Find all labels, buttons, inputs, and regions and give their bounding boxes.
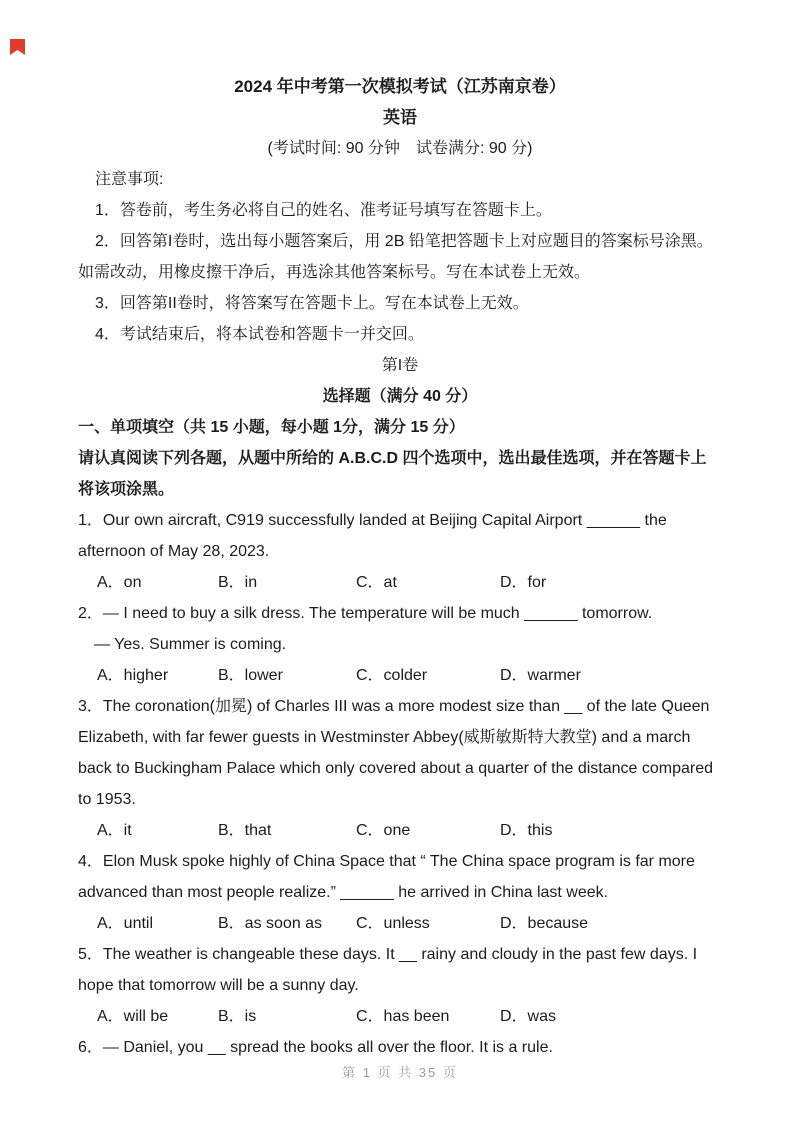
question-1-option-a: A．on [97, 574, 142, 591]
question-3-option-a: A．it [97, 822, 132, 839]
section-instructions: 请认真阅读下列各题，从题中所给的 A.B.C.D 四个选项中，选出最佳选项，并在答题卡上将该项涂黑。 [78, 450, 707, 498]
part-one-title: 一、单项填空（共 15 小题，每小题 1分，满分 15 分） [78, 419, 465, 436]
notice-heading: 注意事项: [95, 171, 164, 188]
notice-item-3: 3．回答第II卷时，将答案写在答题卡上。写在本试卷上无效。 [95, 295, 529, 312]
question-5-option-b: B．is [218, 1008, 257, 1025]
question-2-option-c: C．colder [356, 667, 428, 684]
question-4 [78, 846, 722, 939]
question-2-option-a: A．higher [97, 667, 169, 684]
question-3-stem: 3．The coronation(加冕) of Charles III was a more modest size than __ of the late Queen Elizabeth, with far fewer guests in Westminster Abbey(威斯敏斯特大教堂) and a march back to Buckingham Palace which only covered about a quarter of the distance compared to 1953. [78, 698, 714, 808]
question-5 [78, 939, 722, 1032]
page-number-footer: 第 1 页 共 35 页 [342, 1065, 458, 1080]
exam-info: (考试时间: 90 分钟 试卷满分: 90 分) [267, 140, 533, 157]
question-3 [78, 691, 722, 846]
notice-item-2: 2．回答第I卷时，选出每小题答案后，用 2B 铅笔把答题卡上对应题目的答案标号涂黑。如需改动，用橡皮擦干净后，再选涂其他答案标号。写在本试卷上无效。 [78, 233, 713, 281]
question-5-options [97, 1001, 722, 1032]
question-1-option-b: B．in [218, 574, 258, 591]
question-2-options [97, 660, 722, 691]
question-1-stem: 1．Our own aircraft, C919 successfully landed at Beijing Capital Airport ______ the afternoon of May 28, 2023. [78, 512, 667, 560]
question-4-options [97, 908, 722, 939]
question-3-option-b: B．that [218, 822, 272, 839]
question-4-option-c: C．unless [356, 915, 430, 932]
notice-section [78, 164, 722, 350]
question-4-option-d: D．because [500, 915, 589, 932]
question-2-option-d: D．warmer [500, 667, 581, 684]
question-2 [78, 598, 722, 691]
part-label: 第I卷 [381, 357, 419, 374]
notice-item-1: 1．答卷前，考生务必将自己的姓名、准考证号填写在答题卡上。 [95, 202, 552, 219]
section-title: 选择题（满分 40 分） [322, 388, 478, 405]
question-4-option-b: B．as soon as [218, 915, 323, 932]
question-1 [78, 505, 722, 598]
question-5-stem: 5．The weather is changeable these days. It __ rainy and cloudy in the past few days. I hope that tomorrow will be a sunny day. [78, 946, 698, 994]
subject-title: 英语 [383, 108, 417, 127]
question-2-reply: — Yes. Summer is coming. [94, 636, 287, 653]
red-bookmark-icon [8, 38, 28, 57]
question-5-option-a: A．will be [97, 1008, 169, 1025]
question-4-stem: 4．Elon Musk spoke highly of China Space that “ The China space program is far more advanced than most people realize.” ______ he arrived in China last week. [78, 853, 695, 901]
question-5-option-c: C．has been [356, 1008, 450, 1025]
question-2-stem: 2．— I need to buy a silk dress. The temperature will be much ______ tomorrow. [78, 605, 653, 622]
question-6-stem: 6．— Daniel, you __ spread the books all over the floor. It is a rule. [78, 1039, 553, 1056]
question-4-option-a: A．until [97, 915, 154, 932]
page-title: 2024 年中考第一次模拟考试（江苏南京卷） [234, 77, 566, 96]
question-1-options [97, 567, 722, 598]
question-2-option-b: B．lower [218, 667, 283, 684]
notice-item-4: 4．考试结束后，将本试卷和答题卡一并交回。 [95, 326, 424, 343]
question-1-option-d: D．for [500, 574, 547, 591]
question-1-option-c: C．at [356, 574, 397, 591]
question-5-option-d: D．was [500, 1008, 557, 1025]
question-3-options [97, 815, 722, 846]
question-3-option-d: D．this [500, 822, 553, 839]
question-3-option-c: C．one [356, 822, 411, 839]
question-6 [78, 1032, 722, 1063]
